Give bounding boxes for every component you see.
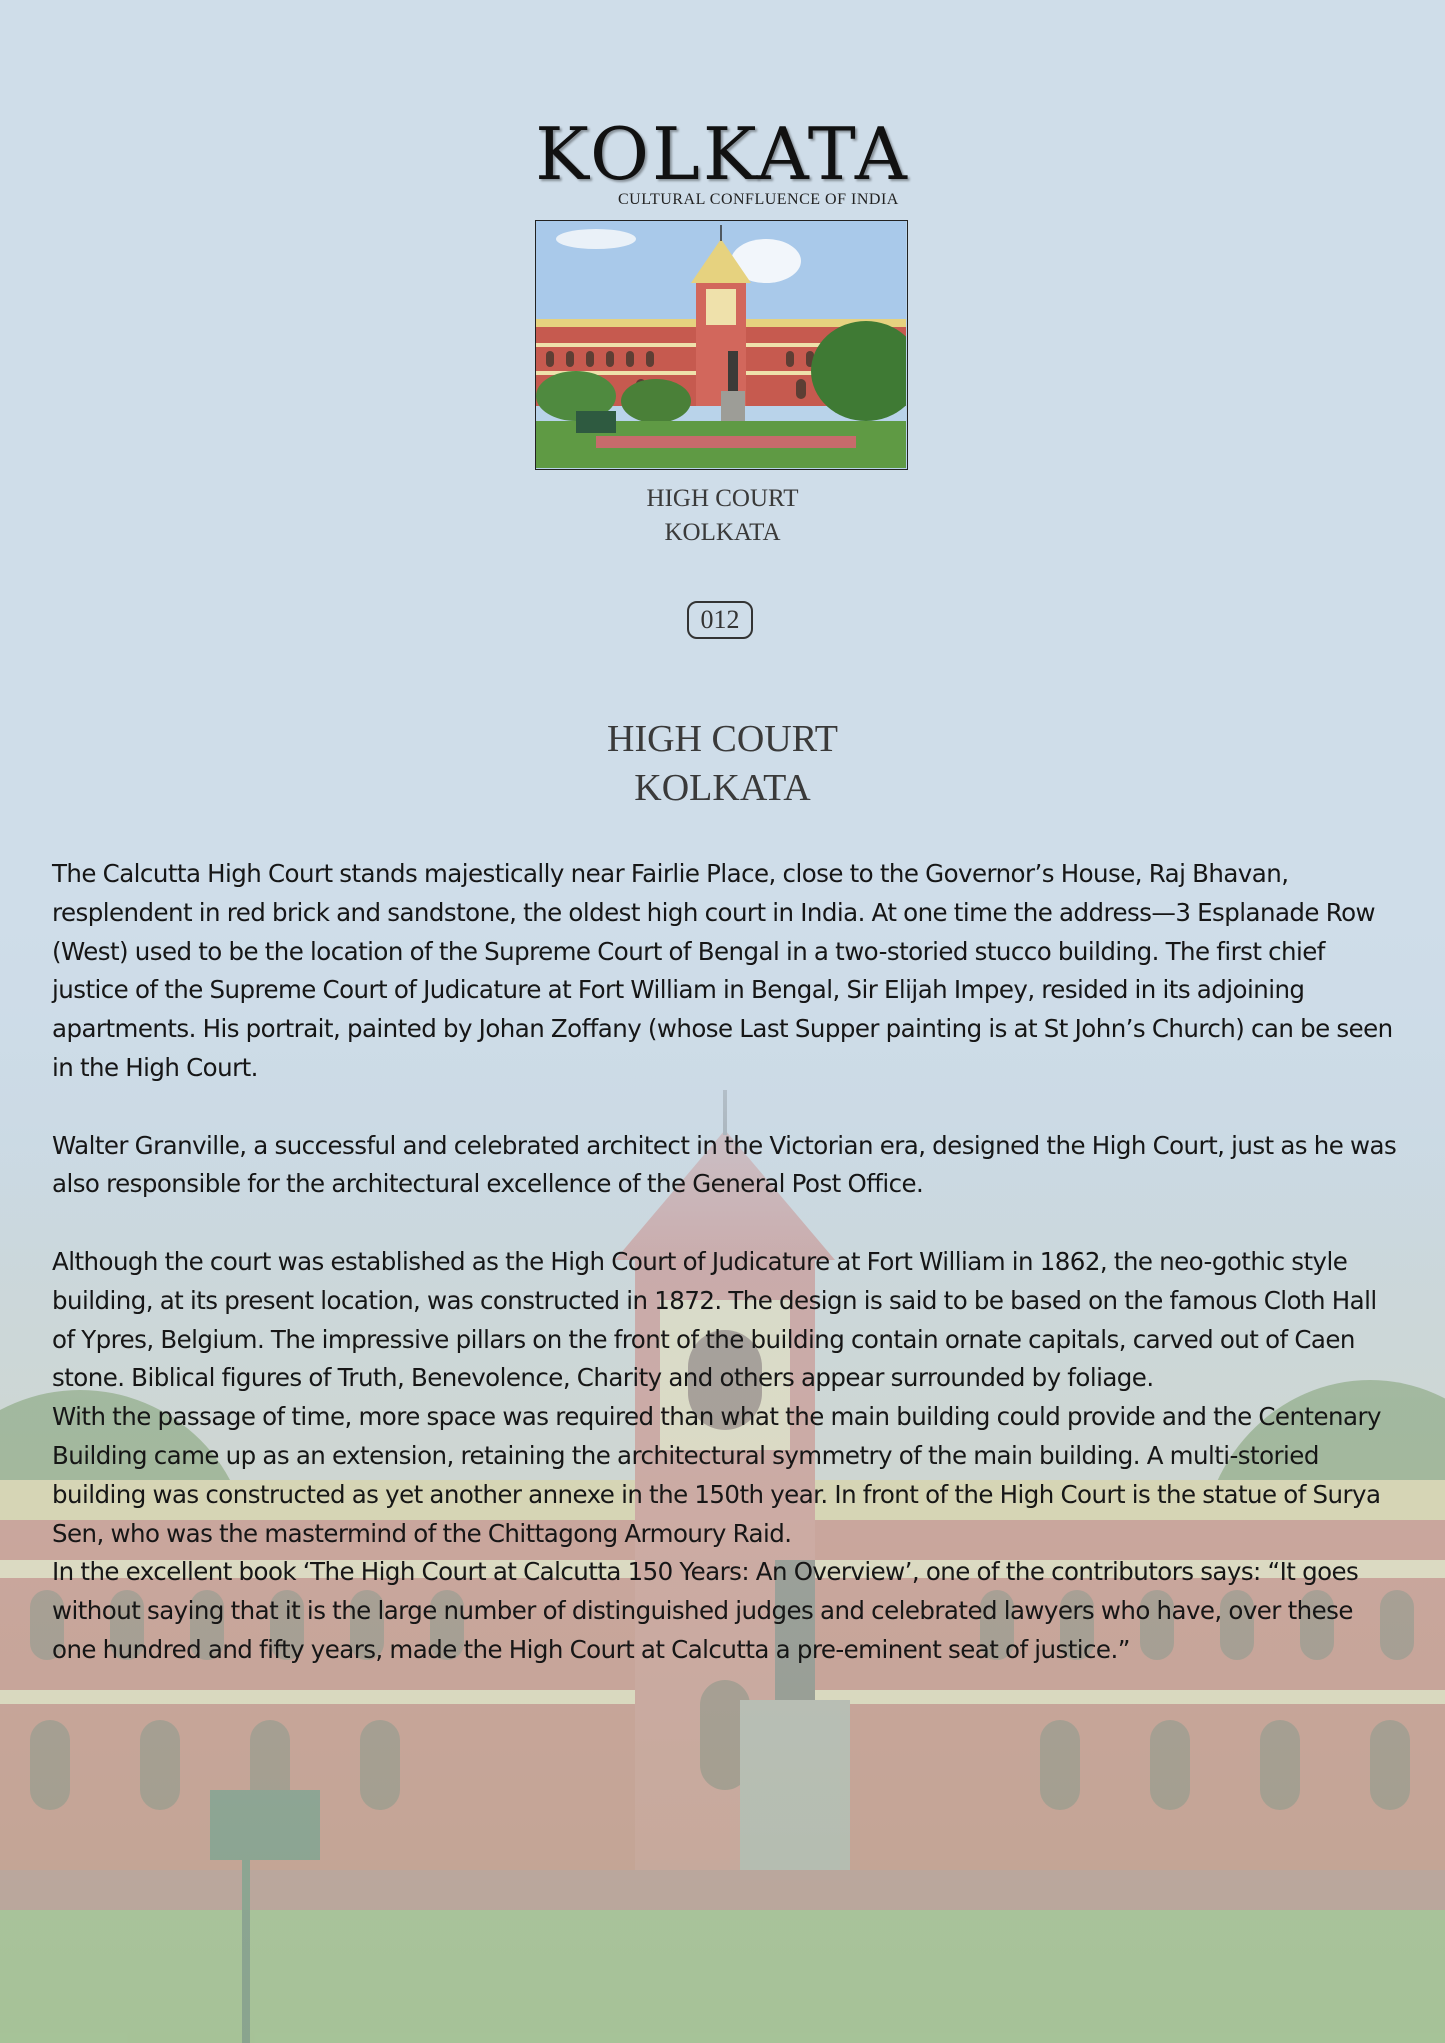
photo-caption-line1: HIGH COURT — [646, 485, 799, 512]
brand-title: KOLKATA — [535, 112, 910, 196]
paragraph-architect: Walter Granville, a successful and celebrated architect in the Victorian era, designed the High Court, just as he was also responsible for the architectural excellence of the General Post Office. — [52, 1130, 1397, 1199]
paragraph-history: The Calcutta High Court stands majestically near Fairlie Place, close to the Governor’s House, Raj Bhavan, resplendent in red brick and sandstone, the oldest high court in India. At one time the address—3 Esplanade Row (West) used to be the location of the Supreme Court of Bengal in a two-storied stucco building. The first chief justice of the Supreme Court of Judicature at Fort William in Bengal, Sir Elijah Impey, resided in its adjoining apartments. His portrait, painted by Johan Zoffany (whose Last Supper painting is at St John’s Church) can be seen in the High Court. — [52, 859, 1393, 1082]
article-title — [0, 715, 1445, 813]
photo-caption — [0, 482, 1445, 550]
paragraph-extension: With the passage of time, more space was required than what the main building could provide and the Centenary Building came up as an extension, retaining the architectural symmetry of the main building. A multi-storied building was constructed as yet another annexe in the 150th year. In front of the High Court is the statue of Surya Sen, who was the mastermind of the Chittagong Armoury Raid. — [52, 1402, 1381, 1548]
article-body — [52, 855, 1402, 1670]
article-title-line2: KOLKATA — [634, 767, 811, 809]
high-court-photo-illustration — [536, 221, 906, 468]
paragraph-quote: In the excellent book ‘The High Court at Calcutta 150 Years: An Overview’, one of the contributors says: “It goes without saying that it is the large number of distinguished judges and celebrated lawyers who have, over these one hundred and fifty years, made the High Court at Calcutta a pre-eminent seat of justice.” — [52, 1557, 1359, 1664]
paragraph-construction: Although the court was established as the High Court of Judicature at Fort William in 1862, the neo-gothic style building, at its present location, was constructed in 1872. The design is said to be based on the famous Cloth Hall of Ypres, Belgium. The impressive pillars on the front of the building contain ornate capitals, carved out of Caen stone. Biblical figures of Truth, Benevolence, Charity and others appear surrounded by foliage. — [52, 1246, 1377, 1393]
photo-caption-line2: KOLKATA — [664, 519, 781, 546]
brand-tagline: CULTURAL CONFLUENCE OF INDIA — [618, 191, 899, 208]
high-court-photo — [535, 220, 908, 470]
article-title-line1: HIGH COURT — [607, 718, 838, 760]
page-number-badge: 012 — [687, 601, 753, 639]
